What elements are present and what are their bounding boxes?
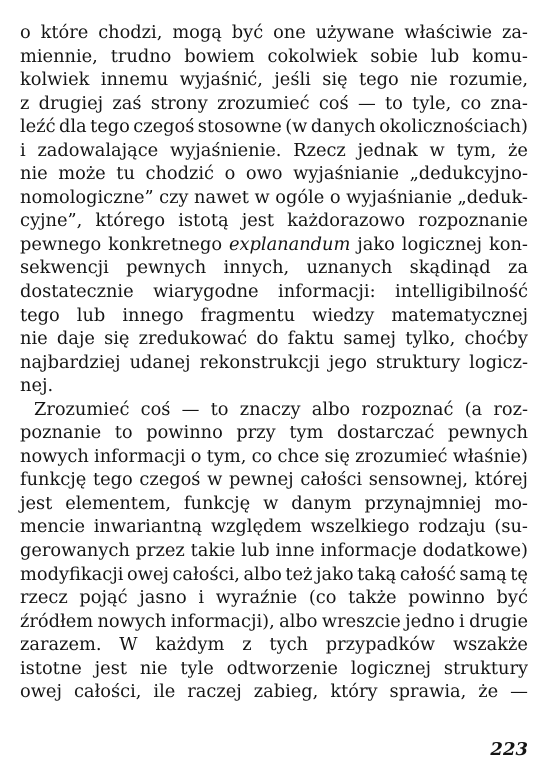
- word: danym: [291, 492, 352, 514]
- word: logicznej: [401, 233, 483, 255]
- word: struktury: [443, 657, 528, 679]
- word: za: [507, 257, 528, 279]
- text-line: [20, 492, 528, 516]
- word: pojąć: [79, 587, 128, 609]
- word: o: [224, 163, 236, 185]
- word: w: [207, 469, 223, 491]
- text-line: [20, 539, 528, 563]
- word: inwariantną: [93, 516, 203, 538]
- text-line: [20, 445, 528, 469]
- word: wiarygodne: [153, 281, 259, 303]
- word: nowych: [97, 610, 167, 632]
- word: —: [181, 398, 200, 420]
- word: mencie: [20, 516, 86, 538]
- word: informacji),: [170, 610, 275, 632]
- text-line: [20, 586, 528, 610]
- word: w: [254, 186, 270, 208]
- word: nowych: [20, 445, 89, 467]
- word: takie: [190, 540, 236, 562]
- word: sekwencji: [20, 257, 109, 279]
- text-line: [20, 209, 528, 233]
- word: o: [329, 186, 341, 208]
- word: W: [119, 634, 138, 656]
- word: jako: [315, 563, 354, 585]
- word: albo: [243, 563, 282, 585]
- word: nomologiczne”: [20, 186, 154, 208]
- word: się: [324, 445, 350, 467]
- word: owej: [20, 681, 62, 703]
- word: owej: [126, 563, 169, 585]
- word: całości,: [172, 563, 240, 585]
- line-text: nej.: [20, 375, 54, 397]
- text-line: [20, 657, 528, 681]
- word: dostarczać: [336, 422, 435, 444]
- word: nawet: [194, 186, 249, 208]
- word: jednak: [357, 139, 418, 161]
- word: pewnych: [447, 422, 528, 444]
- word: funkcję: [183, 492, 251, 514]
- word: tego: [20, 304, 60, 326]
- word: rzecz: [20, 587, 68, 609]
- word: tego: [92, 469, 133, 491]
- text-line: [20, 610, 528, 634]
- word: rodzaju: [418, 516, 486, 538]
- word: tych: [269, 634, 308, 656]
- text-line: [20, 92, 528, 116]
- word: informacje: [320, 540, 417, 562]
- word: się: [104, 328, 130, 350]
- word: drugie: [469, 610, 528, 632]
- word: także: [348, 587, 397, 609]
- word: całość: [399, 563, 456, 585]
- word: lub: [241, 540, 270, 562]
- word: tym,: [206, 445, 247, 467]
- word: pewnego: [20, 233, 102, 255]
- word: skądinąd: [409, 257, 491, 279]
- word: samą: [459, 563, 507, 585]
- word: względem: [210, 516, 302, 538]
- word: dla: [58, 116, 87, 138]
- word: zaś: [112, 92, 142, 114]
- word: tę: [510, 563, 528, 585]
- word: „dedukcyjno-: [409, 163, 528, 185]
- word: chodzić: [145, 163, 214, 185]
- text-line: [20, 139, 528, 163]
- word: i: [198, 587, 205, 609]
- word: nie: [20, 163, 48, 185]
- word: do: [256, 328, 279, 350]
- text-line: [20, 351, 528, 375]
- text-line: [20, 563, 528, 587]
- word: roz-: [493, 398, 528, 420]
- word: w: [263, 492, 279, 514]
- text-line: [20, 421, 528, 445]
- word: tylko,: [405, 328, 456, 350]
- word: chce: [277, 445, 320, 467]
- word: leźć: [20, 116, 56, 138]
- word: który: [330, 681, 378, 703]
- word: komu-: [472, 45, 528, 67]
- word: choćby: [464, 328, 528, 350]
- word: o: [190, 445, 202, 467]
- text-line: [20, 374, 528, 398]
- word: właśnie): [452, 445, 528, 467]
- word: które: [40, 22, 89, 43]
- word: której: [474, 469, 528, 491]
- word: ile: [153, 681, 176, 703]
- word: za-: [501, 22, 528, 43]
- word: wyjaśnianie: [293, 163, 399, 185]
- word: wyjaśnienie.: [169, 139, 282, 161]
- word: drugiej: [38, 92, 104, 114]
- word: jest: [94, 657, 127, 679]
- word: zarazem.: [20, 634, 102, 656]
- word: „deduk-: [457, 186, 528, 208]
- word: czegoś: [133, 116, 195, 138]
- word: lub: [430, 45, 460, 67]
- word: przypadków: [325, 634, 436, 656]
- word: innych,: [223, 257, 290, 279]
- word: —: [510, 681, 528, 703]
- word: że: [478, 681, 499, 703]
- word: być: [231, 22, 264, 43]
- word: rozpoznać: [361, 398, 454, 420]
- word: matematycznej: [391, 304, 528, 326]
- word: coś: [318, 92, 349, 114]
- word: dostatecznie: [20, 281, 134, 303]
- word: inne: [275, 540, 315, 562]
- word: rozumie,: [449, 69, 528, 91]
- word: elementem,: [65, 492, 171, 514]
- word: bowiem: [184, 45, 255, 67]
- word: powinno: [146, 422, 223, 444]
- word: (su-: [494, 516, 528, 538]
- word: o: [20, 22, 31, 43]
- word: logicznej: [350, 657, 431, 679]
- word: wyjaśnianie: [346, 186, 452, 208]
- word: kolwiek: [20, 69, 90, 91]
- text-line: [20, 233, 528, 257]
- word: poznanie: [20, 422, 102, 444]
- word: zrozumieć: [217, 92, 310, 114]
- word: rozpoznanie: [418, 210, 528, 232]
- word: mo-: [494, 492, 528, 514]
- word: tego: [90, 116, 130, 138]
- word: tu: [116, 163, 135, 185]
- word: tyle,: [412, 92, 452, 114]
- word: cyjne”,: [20, 210, 83, 232]
- word: wiedzy: [312, 304, 375, 326]
- word: to: [385, 92, 403, 114]
- word: faktu: [287, 328, 335, 350]
- word: danych: [310, 116, 376, 138]
- word: samej: [343, 328, 397, 350]
- word: taką: [357, 563, 397, 585]
- word: coś: [140, 398, 171, 420]
- word: tyle: [180, 657, 214, 679]
- word: wszakże: [452, 634, 528, 656]
- word: (co: [308, 587, 337, 609]
- word: którego: [95, 210, 166, 232]
- word: się: [322, 69, 348, 91]
- word: (a: [464, 398, 483, 420]
- word: intelligibilność: [395, 281, 528, 303]
- word: i: [20, 139, 26, 161]
- word: udanej: [129, 351, 191, 373]
- word: pewnych: [126, 257, 207, 279]
- word: całości,: [73, 681, 142, 703]
- word: istotą: [178, 210, 229, 232]
- word: zadowalające: [37, 139, 159, 161]
- word: odtworzenie: [226, 657, 338, 679]
- word: jedno: [405, 610, 455, 632]
- word: innemu: [100, 69, 169, 91]
- text-line: [20, 280, 528, 304]
- word: powinno: [408, 587, 485, 609]
- word: owo: [245, 163, 283, 185]
- word: nie: [20, 328, 48, 350]
- word: że: [508, 139, 528, 161]
- word: to: [114, 422, 133, 444]
- word: strony: [150, 92, 208, 114]
- text-line: [20, 162, 528, 186]
- page-number: 223: [490, 739, 528, 760]
- word: jest: [241, 210, 275, 232]
- word: z: [20, 92, 30, 114]
- word: wreszcie: [321, 610, 401, 632]
- word: sprawia,: [389, 681, 467, 703]
- word: kon-: [488, 233, 528, 255]
- word: sobie: [370, 45, 418, 67]
- text-line: [20, 680, 528, 704]
- word: pewnej: [229, 469, 294, 491]
- word: używane: [315, 22, 395, 43]
- word: wyraźnie: [215, 587, 298, 609]
- text-line: [20, 68, 528, 92]
- word: uznanych: [306, 257, 393, 279]
- word: każdym: [155, 634, 225, 656]
- word: być: [496, 587, 528, 609]
- word: istotne: [20, 657, 82, 679]
- word: daje: [56, 328, 95, 350]
- word: jeśli: [274, 69, 311, 91]
- text-line: [20, 256, 528, 280]
- word: źródłem: [20, 610, 94, 632]
- word: gerowanych: [20, 540, 130, 562]
- text-line: [20, 633, 528, 657]
- word: tym: [289, 422, 324, 444]
- word: (w: [285, 116, 308, 138]
- word: całości: [300, 469, 363, 491]
- word: najbardziej: [20, 351, 121, 373]
- word: przez: [135, 540, 185, 562]
- text-line: [20, 515, 528, 539]
- word: czy: [159, 186, 189, 208]
- text-line: [20, 304, 528, 328]
- word: może: [58, 163, 106, 185]
- word: raczej: [187, 681, 242, 703]
- word: z: [242, 634, 252, 656]
- word: informacji: [94, 445, 186, 467]
- word: przynajmniej: [364, 492, 482, 514]
- word: trudno: [110, 45, 172, 67]
- word: struktury: [375, 351, 461, 373]
- word: zrozumieć: [355, 445, 448, 467]
- word: mogą: [172, 22, 222, 43]
- word: tego: [359, 69, 399, 91]
- word: co: [251, 445, 273, 467]
- text-line: [20, 398, 528, 422]
- word: konkretnego: [108, 233, 223, 255]
- word: jest: [20, 492, 53, 514]
- word: przy: [236, 422, 276, 444]
- word: jako: [357, 233, 395, 255]
- word: innego: [122, 304, 184, 326]
- word: zna-: [490, 92, 528, 114]
- word: modyfikacji: [20, 563, 124, 585]
- word: stosowne: [197, 116, 282, 138]
- word: każdorazowo: [287, 210, 406, 232]
- word: dodatkowe): [422, 540, 528, 562]
- word: tym,: [456, 139, 497, 161]
- word: chodzi,: [98, 22, 163, 43]
- word: albo: [279, 610, 318, 632]
- word: to: [210, 398, 229, 420]
- word: rekonstrukcji: [199, 351, 320, 373]
- word: nie: [410, 69, 438, 91]
- word: jego: [328, 351, 367, 373]
- word: i: [459, 610, 465, 632]
- word: cokolwiek: [267, 45, 358, 67]
- word: w: [429, 139, 445, 161]
- text-line: [20, 21, 528, 45]
- text-line: [20, 468, 528, 492]
- word: czegoś: [139, 469, 201, 491]
- word: sensownej,: [368, 469, 469, 491]
- word: Rzecz: [293, 139, 346, 161]
- word: wyjaśnić,: [179, 69, 263, 91]
- word: wszelkiego: [310, 516, 410, 538]
- word: Zrozumieć: [34, 398, 130, 420]
- word: informacji:: [278, 281, 376, 303]
- word: albo: [311, 398, 351, 420]
- word: miennie,: [20, 45, 98, 67]
- word: ogóle: [275, 186, 325, 208]
- text-line: [20, 186, 528, 210]
- word: co: [460, 92, 482, 114]
- word: znaczy: [239, 398, 301, 420]
- word: zredukować: [138, 328, 248, 350]
- word: explanandum: [228, 233, 351, 255]
- word: jasno: [139, 587, 187, 609]
- word: logicz-: [469, 351, 528, 373]
- word: fragmentu: [200, 304, 296, 326]
- word: lub: [76, 304, 106, 326]
- word: zabieg,: [253, 681, 319, 703]
- word: funkcję: [20, 469, 87, 491]
- word: one: [273, 22, 306, 43]
- word: okolicznościach): [379, 116, 528, 138]
- word: nie: [139, 657, 168, 679]
- text-line: [20, 45, 528, 69]
- word: —: [357, 92, 376, 114]
- word: też: [285, 563, 313, 585]
- body-text: [20, 21, 528, 704]
- text-line: [20, 327, 528, 351]
- text-line: [20, 115, 528, 139]
- word: właściwie: [404, 22, 493, 43]
